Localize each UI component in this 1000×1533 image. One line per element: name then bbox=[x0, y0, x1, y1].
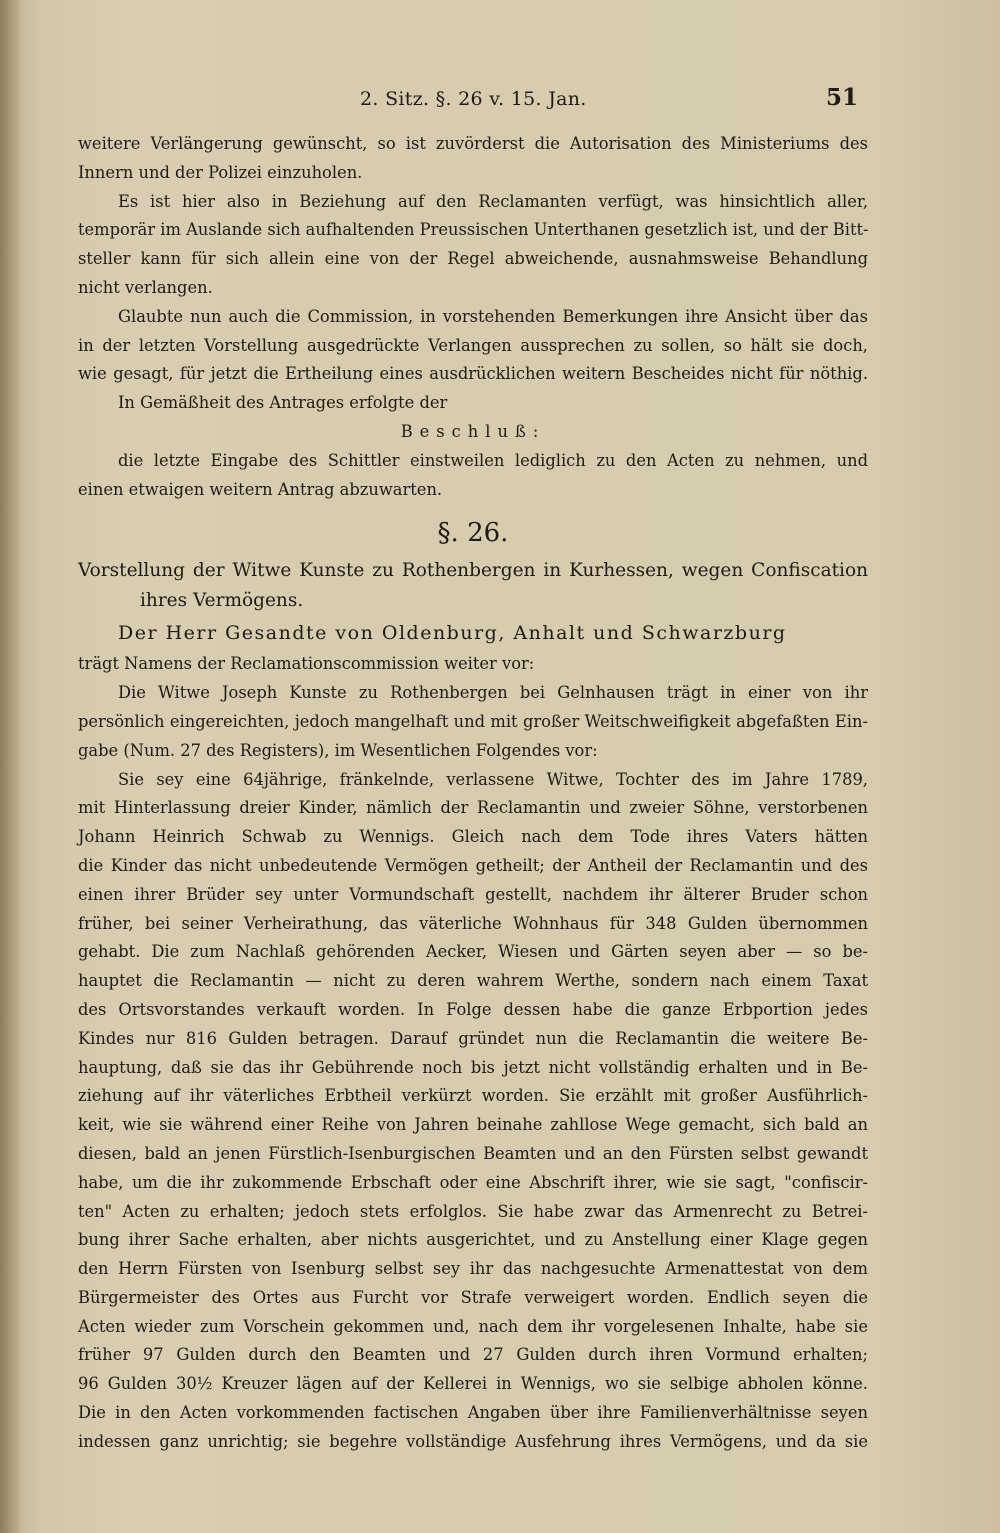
speaker-line: Der Herr Gesandte von Oldenburg, Anhalt und Schwarzburg bbox=[118, 622, 787, 645]
running-head: 2. Sitz. §. 26 v. 15. Jan. bbox=[360, 88, 587, 110]
text-line: Sie sey eine 64jährige, fränkelnde, verlassene Witwe, Tochter des im Jahre 1789, bbox=[118, 769, 868, 789]
text-line: einen ihrer Brüder sey unter Vormundschaft gestellt, nachdem ihr älterer Bruder schon bbox=[78, 884, 868, 904]
text-line: Es ist hier also in Beziehung auf den Reclamanten verfügt, was hinsichtlich aller, bbox=[118, 191, 868, 211]
section-26 bbox=[78, 504, 868, 679]
body-text bbox=[78, 130, 868, 1457]
text-line: habe, um die ihr zukommende Erbschaft oder eine Abschrift ihrer, wie sie sagt, "confiscir- bbox=[78, 1172, 868, 1192]
text-line: Johann Heinrich Schwab zu Wennigs. Gleich nach dem Tode ihres Vaters hätten bbox=[78, 827, 868, 847]
text-line: persönlich eingereichten, jedoch mangelhaft und mit großer Weitschweifigkeit abgefaßten Ein- bbox=[78, 711, 868, 731]
text-line: hauptet die Reclamantin — nicht zu deren wahrem Werthe, sondern nach einem Taxat bbox=[78, 971, 868, 991]
paragraph-sie bbox=[78, 766, 868, 1457]
text-line: hauptung, daß sie das ihr Gebührende noch bis jetzt nicht vollständig erhalten und in Be- bbox=[78, 1057, 868, 1077]
text-line: ziehung auf ihr väterliches Erbtheil verkürzt worden. Sie erzählt mit großer Ausführlich- bbox=[78, 1086, 868, 1106]
text-line: diesen, bald an jenen Fürstlich-Isenburgischen Beamten und an den Fürsten selbst gewandt bbox=[78, 1143, 868, 1163]
resolution-label: Beschluß: bbox=[400, 421, 546, 441]
page-number: 51 bbox=[826, 84, 859, 111]
text-line: früher 97 Gulden durch den Beamten und 27 Gulden durch ihren Vormund erhalten; bbox=[78, 1345, 868, 1365]
text-line: früher, bei seiner Verheirathung, das väterliche Wohnhaus für 348 Gulden übernommen bbox=[78, 913, 868, 933]
text-line: Die in den Acten vorkommenden factischen Angaben über ihre Familienverhältnisse seyen bbox=[78, 1403, 868, 1423]
text-line: in der letzten Vorstellung ausgedrückte Verlangen aussprechen zu sollen, so hält sie doch, bbox=[78, 335, 868, 355]
text-line: Innern und der Polizei einzuholen. bbox=[78, 162, 363, 182]
paragraph-witwe bbox=[78, 679, 868, 765]
text-line: bung ihrer Sache erhalten, aber nichts ausgerichtet, und zu Anstellung einer Klage gegen bbox=[78, 1230, 868, 1250]
text-line: einen etwaigen weitern Antrag abzuwarten. bbox=[78, 479, 443, 499]
text-line: die Kinder das nicht unbedeutende Vermögen getheilt; der Antheil der Reclamantin und des bbox=[78, 855, 868, 875]
text-line: steller kann für sich allein eine von der Regel abweichende, ausnahmsweise Behandlung bbox=[78, 249, 868, 269]
text-line: mit Hinterlassung dreier Kinder, nämlich der Reclamantin und zweier Söhne, verstorbenen bbox=[78, 798, 868, 818]
section-number: §. 26. bbox=[437, 518, 509, 549]
resolution bbox=[78, 389, 868, 504]
text-line: gehabt. Die zum Nachlaß gehörenden Aecker, Wiesen und Gärten seyen aber — so be- bbox=[78, 942, 868, 962]
text-line: Acten wieder zum Vorschein gekommen und, nach dem ihr vorgelesenen Inhalte, habe sie bbox=[78, 1316, 868, 1336]
text-line: keit, wie sie während einer Reihe von Jahren beinahe zahllose Wege gemacht, sich bald an bbox=[78, 1115, 868, 1135]
text-line: Glaubte nun auch die Commission, in vorstehenden Bemerkungen ihre Ansicht über das bbox=[118, 306, 868, 326]
continuation-paragraph bbox=[78, 130, 868, 188]
text-line: nicht verlangen. bbox=[78, 277, 213, 297]
page-spine-shadow bbox=[0, 0, 22, 1533]
page-header bbox=[0, 84, 1000, 120]
text-line: Die Witwe Joseph Kunste zu Rothenbergen bei Gelnhausen trägt in einer von ihr bbox=[118, 683, 868, 703]
paragraph-es bbox=[78, 188, 868, 303]
paragraph-glaubte bbox=[78, 303, 868, 389]
resolution-intro: In Gemäßheit des Antrages erfolgte der bbox=[118, 393, 448, 413]
section-title-line: Vorstellung der Witwe Kunste zu Rothenbergen in Kurhessen, wegen Confiscation bbox=[78, 560, 868, 582]
text-line: Bürgermeister des Ortes aus Furcht vor Strafe verweigert worden. Endlich seyen die bbox=[78, 1287, 868, 1307]
text-line: indessen ganz unrichtig; sie begehre vollständige Ausfehrung ihres Vermögens, und da sie bbox=[78, 1431, 868, 1451]
text-line: des Ortsvorstandes verkauft worden. In Folge dessen habe die ganze Erbportion jedes bbox=[78, 999, 868, 1019]
text-line: 96 Gulden 30½ Kreuzer lägen auf der Kellerei in Wennigs, wo sie selbige abholen könne. bbox=[78, 1374, 868, 1394]
text-line: weitere Verlängerung gewünscht, so ist zuvörderst die Autorisation des Ministeriums des bbox=[78, 134, 868, 153]
text-line: ten" Acten zu erhalten; jedoch stets erfolglos. Sie habe zwar das Armenrecht zu Betrei- bbox=[78, 1201, 868, 1221]
section-title-line: ihres Vermögens. bbox=[140, 590, 304, 612]
text-line: den Herrn Fürsten von Isenburg selbst sey ihr das nachgesuchte Armenattestat von dem bbox=[78, 1259, 868, 1279]
text-line: temporär im Auslande sich aufhaltenden Preussischen Unterthanen gesetzlich ist, und der Bitt- bbox=[78, 220, 869, 240]
text-line: gabe (Num. 27 des Registers), im Wesentlichen Folgendes vor: bbox=[78, 740, 598, 760]
text-line: Kindes nur 816 Gulden betragen. Darauf gründet nun die Reclamantin die weitere Be- bbox=[78, 1028, 868, 1048]
speaker-continuation: trägt Namens der Reclamationscommission weiter vor: bbox=[78, 654, 535, 674]
text-line: die letzte Eingabe des Schittler einstweilen lediglich zu den Acten zu nehmen, und bbox=[118, 450, 868, 470]
text-line: wie gesagt, für jetzt die Ertheilung eines ausdrücklichen weitern Bescheides nicht für nöthig. bbox=[78, 364, 868, 384]
